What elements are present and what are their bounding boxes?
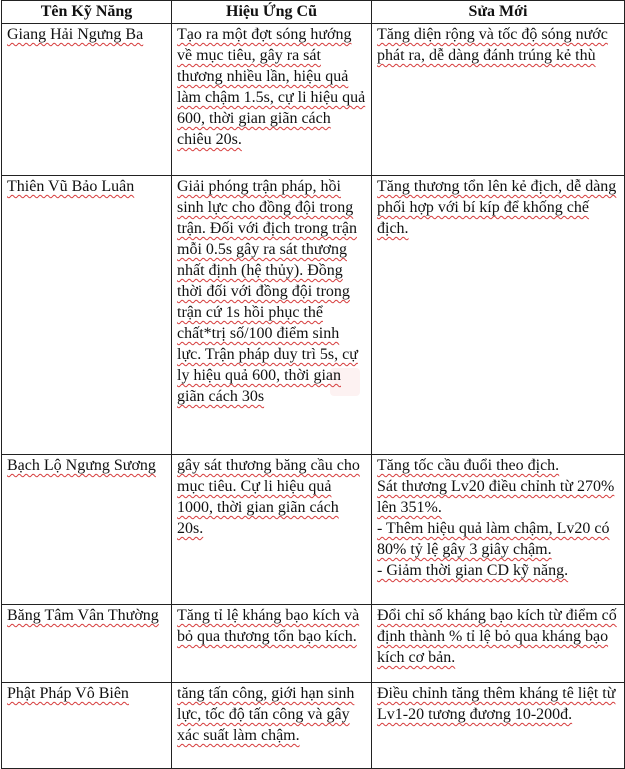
new-change-cell: Tăng thương tổn lên kẻ địch, dễ dàng phối hợp với bí kíp để khống chế địch. xyxy=(372,176,625,455)
table-header-row xyxy=(2,1,625,24)
new-change-line: Sát thương Lv20 điều chỉnh từ 270% lên 351%. xyxy=(377,478,615,516)
table-row xyxy=(2,683,625,769)
header-old-effect: Hiệu Ứng Cũ xyxy=(172,1,372,24)
skill-name-cell: Bạch Lộ Ngưng Sương xyxy=(2,455,172,605)
new-change-cell: Đổi chỉ số kháng bạo kích từ điểm cố định thành % tỉ lệ bỏ qua kháng bạo kích cơ bản. xyxy=(372,605,625,683)
table-row xyxy=(2,176,625,455)
skill-name-cell: Thiên Vũ Bảo Luân xyxy=(2,176,172,455)
new-change-cell: Tăng diện rộng và tốc độ sóng nước phát ra, dễ dàng đánh trúng kẻ thù xyxy=(372,24,625,176)
table-row xyxy=(2,24,625,176)
header-new-change: Sửa Mới xyxy=(372,1,625,24)
skill-name-cell: Giang Hải Ngưng Ba xyxy=(2,24,172,176)
skill-change-table xyxy=(1,0,625,769)
skill-name-cell: Băng Tâm Vân Thường xyxy=(2,605,172,683)
table-row xyxy=(2,455,625,605)
new-change-line: - Thêm hiệu quả làm chậm, Lv20 có 80% tỷ lệ gây 3 giây chậm. xyxy=(377,520,610,558)
new-change-cell: Điều chỉnh tăng thêm kháng tê liệt từ Lv1-20 tương đương 10-200đ. xyxy=(372,683,625,769)
header-skill-name: Tên Kỹ Năng xyxy=(2,1,172,24)
new-change-line: - Giảm thời gian CD kỹ năng. xyxy=(377,562,569,579)
table-row xyxy=(2,605,625,683)
new-change-line: Tăng tốc cầu đuổi theo địch. xyxy=(377,457,560,474)
new-change-cell xyxy=(372,455,625,605)
old-effect-cell: Tăng tỉ lệ kháng bạo kích và bỏ qua thương tổn bạo kích. xyxy=(172,605,372,683)
old-effect-cell: Tạo ra một đợt sóng hướng về mục tiêu, gây ra sát thương nhiều lần, hiệu quả làm chậm 1.5s, cự li hiệu quả 600, thời gian giãn cách chiêu 20s. xyxy=(172,24,372,176)
skill-name-cell: Phật Pháp Vô Biên xyxy=(2,683,172,769)
old-effect-cell: tăng tấn công, giới hạn sinh lực, tốc độ tấn công và gây xác suất làm chậm. xyxy=(172,683,372,769)
old-effect-cell: Giải phóng trận pháp, hồi sinh lực cho đồng đội trong trận. Đối với địch trong trận mỗi 0.5s gây ra sát thương nhất định (hệ thủy). Đồng thời đối với đồng đội trong trận cứ 1s hồi phục thể chất*trị số/100 điểm sinh lực. Trận pháp duy trì 5s, cự ly hiệu quả 600, thời gian giãn cách 30s xyxy=(172,176,372,455)
old-effect-cell: gây sát thương băng cầu cho mục tiêu. Cự li hiệu quả 1000, thời gian giãn cách 20s. xyxy=(172,455,372,605)
